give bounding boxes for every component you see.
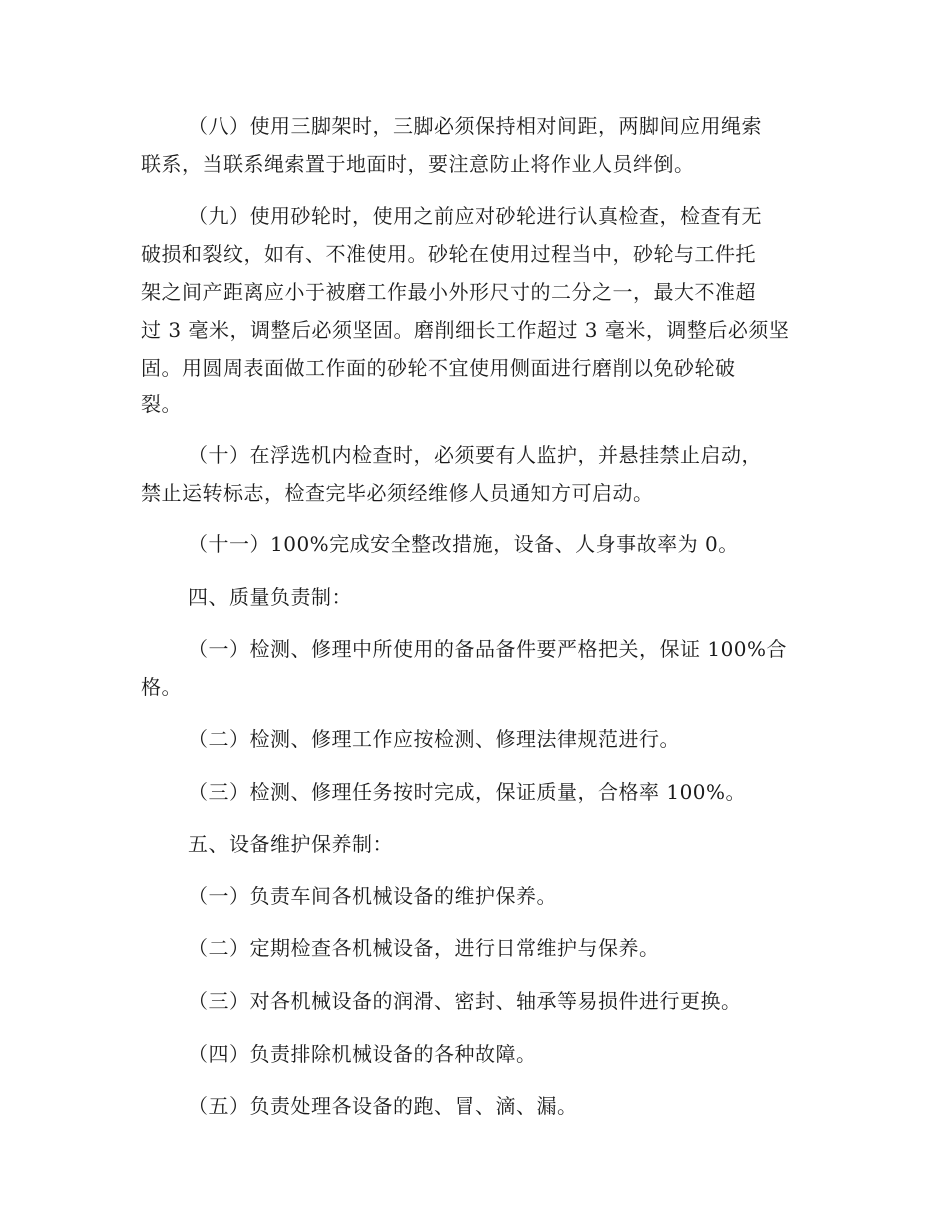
section-heading-5: 五、设备维护保养制： [188,832,393,856]
quality-item-1-line-1: （一）检测、修理中所使用的备品备件要严格把关，保证 100%合 [188,637,788,661]
paragraph-9-line-2: 破损和裂纹，如有、不准使用。砂轮在使用过程当中，砂轮与工件托 [141,242,756,266]
maintenance-item-1: （一）负责车间各机械设备的维护保养。 [188,884,557,908]
paragraph-11: （十一）100%完成安全整改措施，设备、人身事故率为 0。 [188,532,739,556]
quality-item-2: （二）检测、修理工作应按检测、修理法律规范进行。 [188,727,680,751]
maintenance-item-2: （二）定期检查各机械设备，进行日常维护与保养。 [188,936,660,960]
paragraph-9-line-5: 固。用圆周表面做工作面的砂轮不宜使用侧面进行磨削以免砂轮破 [141,356,736,380]
maintenance-item-4: （四）负责排除机械设备的各种故障。 [188,1042,537,1066]
paragraph-9-line-6: 裂。 [141,392,182,416]
paragraph-9-line-3: 架之间产距离应小于被磨工作最小外形尺寸的二分之一，最大不准超 [141,280,756,304]
maintenance-item-5: （五）负责处理各设备的跑、冒、滴、漏。 [188,1094,578,1118]
paragraph-10-line-1: （十）在浮选机内检查时，必须要有人监护，并悬挂禁止启动， [188,443,762,467]
paragraph-9-line-4: 过 3 毫米，调整后必须坚固。磨削细长工作超过 3 毫米，调整后必须坚 [141,318,790,342]
quality-item-3: （三）检测、修理任务按时完成，保证质量，合格率 100%。 [188,780,747,804]
paragraph-8-line-1: （八）使用三脚架时，三脚必须保持相对间距，两脚间应用绳索 [188,114,762,138]
paragraph-9-line-1: （九）使用砂轮时，使用之前应对砂轮进行认真检查，检查有无 [188,204,762,228]
quality-item-1-line-2: 格。 [141,675,182,699]
maintenance-item-3: （三）对各机械设备的润滑、密封、轴承等易损件进行更换。 [188,989,742,1013]
section-heading-4: 四、质量负责制： [188,585,352,609]
paragraph-10-line-2: 禁止运转标志，检查完毕必须经维修人员通知方可启动。 [141,481,654,505]
paragraph-8-line-2: 联系，当联系绳索置于地面时，要注意防止将作业人员绊倒。 [141,152,695,176]
